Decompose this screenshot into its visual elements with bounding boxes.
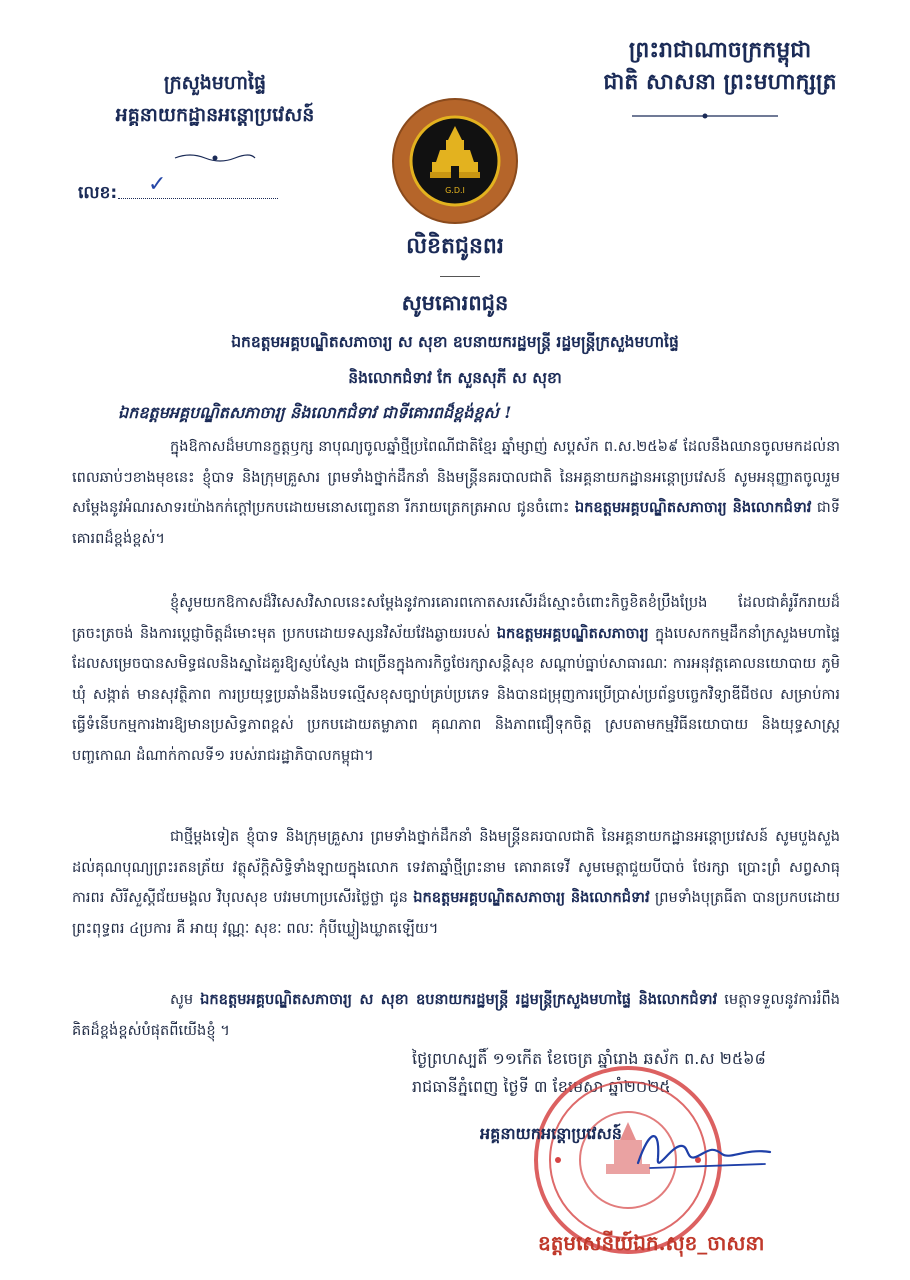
paragraph-1: ក្នុងឱកាសដ៏មហានក្ខត្តឫក្ស នាបុណ្យចូលឆ្នាំថ្មីប្រពៃណីជាតិខ្មែរ ឆ្នាំម្សាញ់ សប្តស័ក ព.ស.២៥៦៩ ដែលនឹងឈានចូលមកដល់នាពេលឆាប់ៗខាងមុខនេះ ខ្ញុំបាទ និងក្រុមគ្រួសារ ព្រមទាំងថ្នាក់ដឹកនាំ និងមន្ត្រីនគរបាលជាតិ នៃអគ្គនាយកដ្ឋានអន្តោប្រវេសន៍ សូមអនុញ្ញាតចូលរួមសម្តែងនូវអំណរសាទរយ៉ាងកក់ក្តៅប្រកបដោយមនោសញ្ចេតនា រីករាយត្រេកត្រអាល ជូនចំពោះ ឯកឧត្តមអគ្គបណ្ឌិតសភាចារ្យ និងលោកជំទាវ ជាទីគោរពដ៏ខ្ពង់ខ្ពស់។ [72, 438, 840, 547]
reference-check-mark: ✓ [148, 172, 167, 197]
kingdom-name: ព្រះរាជាណាចក្រកម្ពុជា [628, 37, 812, 63]
ministry-header [95, 68, 335, 132]
respect-line: សូមគោរពជូន [401, 290, 509, 315]
paragraph-2: ខ្ញុំសូមយកឱកាសដ៏វិសេសវិសាលនេះសម្តែងនូវការគោរពកោតសរសើរដ៏ស្មោះចំពោះកិច្ចខិតខំប្រឹងប្រែង ដែលជាគំរូរីករាយដ៏ត្រចះត្រចង់ និងការប្តេជ្ញាចិត្តដ៏មោះមុត ប្រកបដោយទស្សនវិស័យវែងឆ្ងាយរបស់ ឯកឧត្តមអគ្គបណ្ឌិតសភាចារ្យ ក្នុងបេសកកម្មដឹកនាំក្រសួងមហាផ្ទៃ ដែលសម្រេចបានសមិទ្ធផលនិងស្នាដៃគួរឱ្យស្ញប់ស្ញែង ជាច្រើនក្នុងការកិច្ចថែរក្សាសន្តិសុខ សណ្តាប់ធ្នាប់សាធារណៈ ការអនុវត្តគោលនយោបាយ ភូមិ ឃុំ សង្កាត់ មានសុវត្ថិភាព ការប្រយុទ្ធប្រឆាំងនឹងបទល្មើសខុសច្បាប់គ្រប់ប្រភេទ និងបានជម្រុញការប្រើប្រាស់ប្រព័ន្ធបច្ចេកវិទ្យាឌីជីថល សម្រាប់ការធ្វើទំនើបកម្មការងារឱ្យមានប្រសិទ្ធភាពខ្ពស់ ប្រកបដោយតម្លាភាព គុណភាព និងភាពជឿទុកចិត្ត ស្របតាមកម្មវិធីនយោបាយ និងយុទ្ធសាស្ត្របញ្ចកោណ ដំណាក់កាលទី១ របស់រាជរដ្ឋាភិបាលកម្ពុជា។ [72, 594, 840, 764]
letter-title: លិខិតជូនពរ [406, 233, 504, 259]
title-divider [440, 276, 480, 277]
ministry-name: ក្រសួងមហាផ្ទៃ [163, 72, 267, 94]
signer-name: ឧត្តមសេនីយ៍ឯក.សុខ_ចាសនា [538, 1231, 765, 1255]
lunar-date: ថ្ងៃព្រហស្បតិ៍ ១១កើត ខែចេត្រ ឆ្នាំរោង ឆស័ក ព.ស ២៥៦៨ [412, 1049, 766, 1068]
gdi-emblem-logo [390, 96, 520, 226]
paragraph-3: ជាថ្មីម្តងទៀត ខ្ញុំបាទ និងក្រុមគ្រួសារ ព្រមទាំងថ្នាក់ដឹកនាំ និងមន្ត្រីនគរបាលជាតិ នៃអគ្គនាយកដ្ឋានអន្តោប្រវេសន៍ សូមបួងសួងដល់គុណបុណ្យព្រះរតនត្រ័យ វត្ថុស័ក្តិសិទ្ធិទាំងឡាយក្នុងលោក ទេវតាឆ្នាំថ្មីព្រះនាម គោរាគទេវី សូមមេត្តាជួយបីបាច់ ថែរក្សា ប្រោះព្រំ សព្វសាធុការពរ សិរីសួស្តីជ័យមង្គល វិបុលសុខ បវរមហាប្រសើរថ្លៃថ្លា ជូន ឯកឧត្តមអគ្គបណ្ឌិតសភាចារ្យ និងលោកជំទាវ ព្រមទាំងបុត្រធីតា បានប្រកបដោយ ព្រះពុទ្ធពរ ៤ប្រការ គឺ អាយុ វណ្ណៈ សុខៈ ពលៈ កុំបីឃ្លៀងឃ្លាតឡើយ។ [72, 828, 840, 937]
reference-label: លេខ: [78, 183, 118, 203]
handwritten-signature [630, 1118, 780, 1178]
national-motto: ជាតិ សាសនា ព្រះមហាក្សត្រ [603, 69, 837, 95]
solar-date: រាជធានីភ្នំពេញ ថ្ងៃទី ៣ ខែមេសា ឆ្នាំ២០២៥ [412, 1077, 671, 1096]
addressee-line-2: និងលោកជំទាវ កែ សួនសុភី ស សុខា [348, 368, 562, 387]
kingdom-header [600, 34, 840, 98]
addressee-line-1: ឯកឧត្តមអគ្គបណ្ឌិតសភាចារ្យ ស សុខា ឧបនាយករដ្ឋមន្ត្រី រដ្ឋមន្ត្រីក្រសួងមហាផ្ទៃ [231, 332, 679, 351]
logo-abbrev: G.D.I [445, 186, 465, 195]
department-name: អគ្គនាយកដ្ឋានអន្តោប្រវេសន៍ [115, 104, 315, 126]
signatory-title: អគ្គនាយកអន្តោប្រវេសន៍ [480, 1124, 622, 1143]
reference-line [118, 198, 278, 199]
paragraph-4: សូម ឯកឧត្តមអគ្គបណ្ឌិតសភាចារ្យ ស សុខា ឧបនាយករដ្ឋមន្ត្រី រដ្ឋមន្ត្រីក្រសួងមហាផ្ទៃ និងលោកជំទាវ មេត្តាទទួលនូវការរំពឹងគិតដ៏ខ្ពង់ខ្ពស់បំផុតពីយើងខ្ញុំ ។ [72, 991, 840, 1039]
salutation: ឯកឧត្តមអគ្គបណ្ឌិតសភាចារ្យ និងលោកជំទាវ ជាទីគោរពដ៏ខ្ពង់ខ្ពស់ ! [118, 403, 512, 422]
department-ornament [170, 150, 260, 166]
motto-ornament [630, 108, 780, 124]
